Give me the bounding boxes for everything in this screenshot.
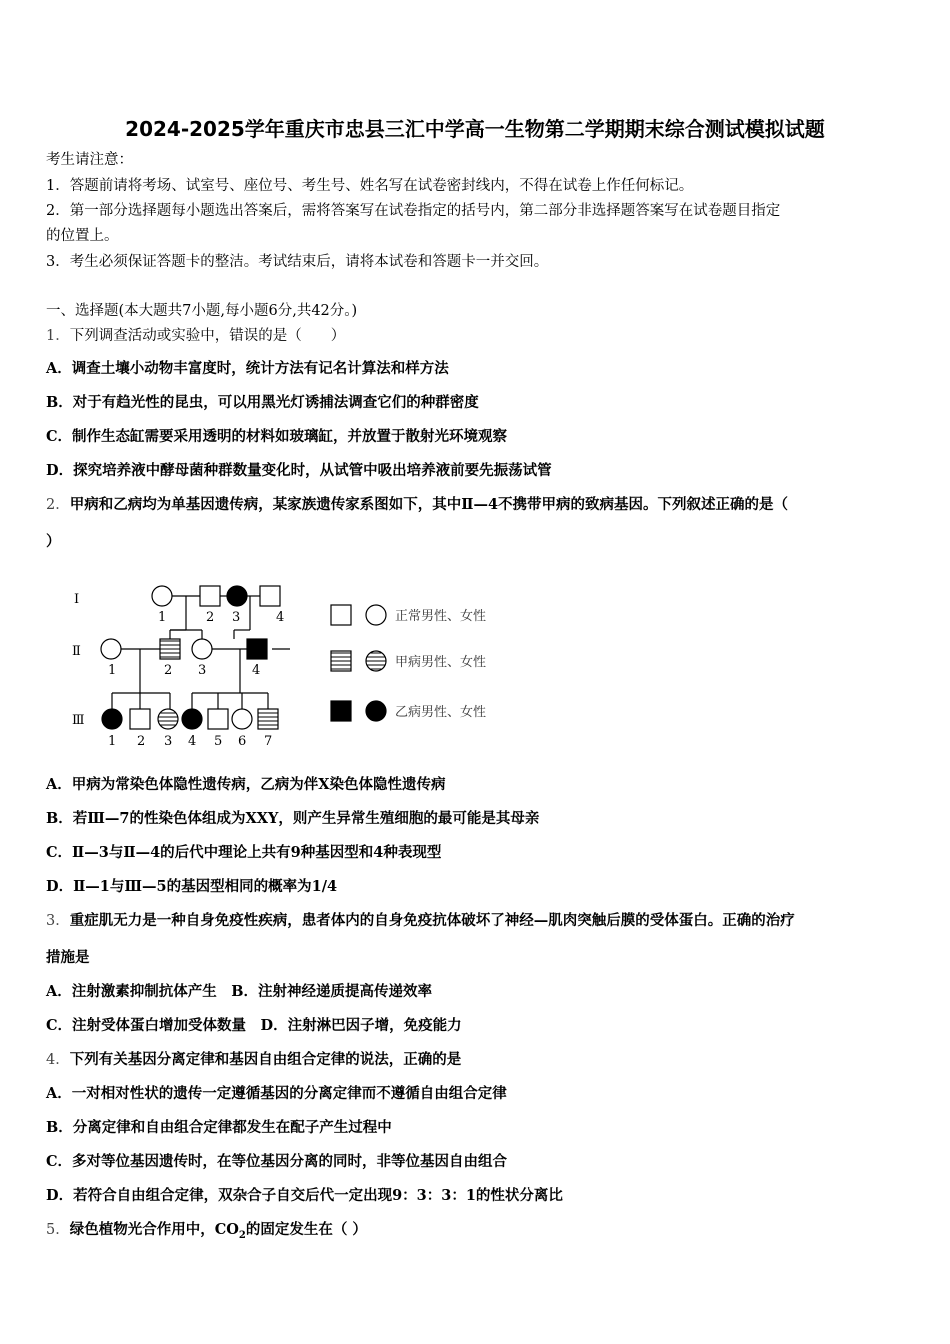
question-3 (46, 911, 916, 931)
legend-a-label: 甲病男性、女性 (395, 655, 487, 670)
pedigree-I-2 (200, 586, 220, 606)
legend-normal-female (366, 605, 386, 625)
q4-option-b: B．分离定律和自由组合定律都发生在配子产生过程中 (46, 1119, 392, 1136)
notice-item-3: 3．考生必须保证答题卡的整洁。考试结束后，请将本试卷和答题卡一并交回。 (46, 254, 549, 270)
label-III-7: 7 (264, 734, 273, 749)
question-number: 2． (46, 497, 70, 513)
legend-normal-label: 正常男性、女性 (395, 609, 487, 624)
question-stem: 下列有关基因分离定律和基因自由组合定律的说法，正确的是 (69, 1051, 462, 1068)
question-number: 5． (46, 1222, 70, 1238)
question-2 (46, 495, 916, 515)
question-number: 1． (46, 328, 70, 344)
pedigree-diagram (60, 575, 520, 755)
q1-option-a: A．调查土壤小动物丰富度时，统计方法有记名计算法和样方法 (46, 360, 449, 377)
question-stem: 重症肌无力是一种自身免疫性疾病，患者体内的自身免疫抗体破坏了神经—肌肉突触后膜的受体蛋白。正确的治疗 (69, 912, 795, 929)
question-number: 3． (46, 913, 70, 929)
pedigree-I-4 (260, 586, 280, 606)
section-heading: 一、选择题(本大题共7小题,每小题6分,共42分。) (46, 303, 358, 319)
pedigree-III-4 (182, 709, 202, 729)
question-5 (46, 1220, 916, 1246)
q2-option-d: D．Ⅱ—1与Ⅲ—5的基因型相同的概率为1/4 (46, 878, 338, 895)
pedigree-II-1 (101, 639, 121, 659)
q2-option-a: A．甲病为常染色体隐性遗传病，乙病为伴X染色体隐性遗传病 (46, 776, 446, 793)
pedigree-III-6 (232, 709, 252, 729)
label-III-2: 2 (137, 734, 146, 749)
notice-item-2-cont: 的位置上。 (46, 228, 119, 244)
pedigree-III-3 (158, 709, 178, 729)
label-III-6: 6 (238, 734, 247, 749)
q1-option-d: D．探究培养液中酵母菌种群数量变化时，从试管中吸出培养液前要先振荡试管 (46, 462, 552, 479)
pedigree-I-3 (227, 586, 247, 606)
pedigree-III-5 (208, 709, 228, 729)
question-number: 4． (46, 1052, 70, 1068)
gen-label-II: Ⅱ (72, 644, 81, 659)
q4-option-a: A．一对相对性状的遗传一定遵循基因的分离定律而不遵循自由组合定律 (46, 1085, 507, 1102)
pedigree-II-3 (192, 639, 212, 659)
legend-b-female (366, 701, 386, 721)
question-1 (46, 326, 916, 346)
gen-label-III: Ⅲ (72, 713, 85, 728)
label-II-2: 2 (164, 663, 173, 678)
label-III-4: 4 (188, 734, 197, 749)
legend-a-male (331, 651, 351, 671)
q3-options-cd: C．注射受体蛋白增加受体数量 D．注射淋巴因子增，免疫能力 (46, 1017, 462, 1034)
gen-label-I: Ⅰ (74, 592, 80, 607)
legend-a-female (366, 651, 386, 671)
pedigree-III-1 (102, 709, 122, 729)
q2-option-b: B．若Ⅲ—7的性染色体组成为XXY，则产生异常生殖细胞的最可能是其母亲 (46, 810, 540, 827)
q2-option-c: C．Ⅱ—3与Ⅱ—4的后代中理论上共有9种基因型和4种表现型 (46, 844, 442, 861)
q3-options-ab: A．注射激素抑制抗体产生 B．注射神经递质提高传递效率 (46, 983, 433, 1000)
notice-heading: 考生请注意： (46, 152, 133, 168)
question-2-cont: ） (46, 533, 61, 550)
legend-normal-male (331, 605, 351, 625)
label-I-4: 4 (276, 610, 285, 625)
label-I-1: 1 (158, 610, 167, 625)
pedigree-I-1 (152, 586, 172, 606)
label-III-3: 3 (164, 734, 173, 749)
pedigree-II-2 (160, 639, 180, 659)
question-stem: 下列调查活动或实验中，错误的是（ ） (69, 328, 346, 344)
question-stem: 绿色植物光合作用中，CO (69, 1221, 239, 1238)
subscript: 2 (238, 1229, 246, 1241)
q4-option-d: D．若符合自由组合定律，双杂合子自交后代一定出现9：3：3：1的性状分离比 (46, 1187, 563, 1204)
legend-b-male (331, 701, 351, 721)
question-stem: 甲病和乙病均为单基因遗传病，某家族遗传家系图如下，其中Ⅱ—4不携带甲病的致病基因。下列叙述正确的是（ (69, 496, 789, 513)
label-III-5: 5 (214, 734, 223, 749)
label-I-3: 3 (232, 610, 241, 625)
label-I-2: 2 (206, 610, 215, 625)
question-stem-end: 的固定发生在（ ） (245, 1221, 367, 1238)
label-III-1: 1 (108, 734, 117, 749)
label-II-4: 4 (252, 663, 261, 678)
notice-item-1: 1．答题前请将考场、试室号、座位号、考生号、姓名写在试卷密封线内，不得在试卷上作任何标记。 (46, 178, 694, 194)
pedigree-III-2 (130, 709, 150, 729)
question-4 (46, 1050, 916, 1070)
page-title: 2024-2025学年重庆市忠县三汇中学高一生物第二学期期末综合测试模拟试题 (125, 117, 825, 141)
question-3-cont: 措施是 (46, 949, 90, 966)
pedigree-II-4 (247, 639, 267, 659)
legend-b-label: 乙病男性、女性 (395, 705, 487, 720)
q1-option-c: C．制作生态缸需要采用透明的材料如玻璃缸，并放置于散射光环境观察 (46, 428, 508, 445)
pedigree-III-7 (258, 709, 278, 729)
label-II-1: 1 (108, 663, 117, 678)
q4-option-c: C．多对等位基因遗传时，在等位基因分离的同时，非等位基因自由组合 (46, 1153, 508, 1170)
q1-option-b: B．对于有趋光性的昆虫，可以用黑光灯诱捕法调查它们的种群密度 (46, 394, 479, 411)
label-II-3: 3 (198, 663, 207, 678)
notice-item-2: 2．第一部分选择题每小题选出答案后，需将答案写在试卷指定的括号内，第二部分非选择题答案写在试卷题目指定 (46, 203, 781, 219)
